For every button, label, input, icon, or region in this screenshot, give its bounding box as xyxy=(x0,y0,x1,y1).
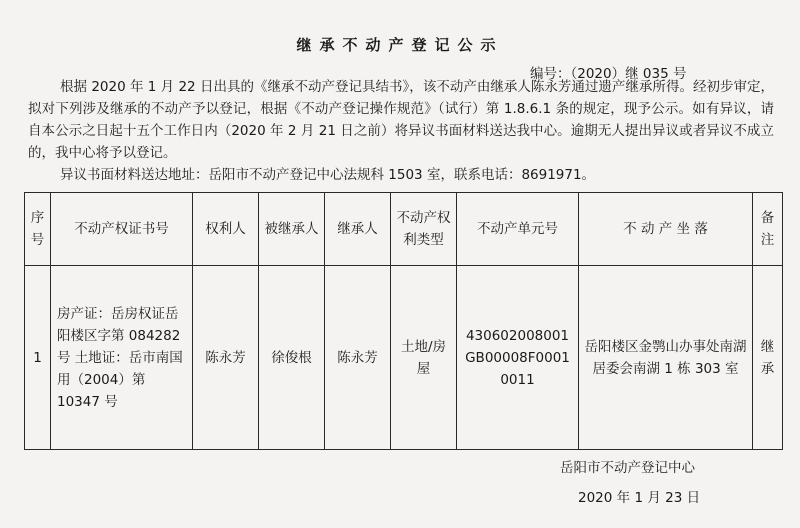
header-unit-no: 不动产单元号 xyxy=(457,193,579,266)
header-seq: 序号 xyxy=(25,193,51,266)
document-number: 编号：（2020）继 035 号 xyxy=(530,66,687,82)
cell-seq: 1 xyxy=(25,266,51,450)
header-location: 不 动 产 坐 落 xyxy=(579,193,753,266)
notice-title: 继承不动产登记公示 xyxy=(296,36,504,54)
header-right-type: 不动产权利类型 xyxy=(391,193,457,266)
header-note: 备注 xyxy=(753,193,783,266)
property-table xyxy=(24,192,783,450)
header-decedent: 被继承人 xyxy=(259,193,325,266)
header-heir: 继承人 xyxy=(325,193,391,266)
cell-right-type: 土地/房屋 xyxy=(391,266,457,450)
header-cert: 不动产权证书号 xyxy=(51,193,193,266)
cell-decedent: 徐俊根 xyxy=(259,266,325,450)
cell-cert: 房产证：岳房权证岳阳楼区字第 084282 号 土地证：岳市南国用（2004）第 10347 号 xyxy=(51,266,193,450)
cell-unit-no: 430602008001GB00008F00010011 xyxy=(457,266,579,450)
issuing-organization: 岳阳市不动产登记中心 xyxy=(560,460,695,476)
cell-owner: 陈永芳 xyxy=(193,266,259,450)
cell-location: 岳阳楼区金鹗山办事处南湖居委会南湖 1 栋 303 室 xyxy=(579,266,753,450)
notice-paragraph: 根据 2020 年 1 月 22 日出具的《继承不动产登记具结书》，该不动产由继承人陈永芳通过遗产继承所得。经初步审定， 拟对下列涉及继承的不动产予以登记，根据《不动产登记操作规范》（试行）第 1.8.6.1 条的规定，现予公示。如有异议，请自本公示之日起十五个工作日内（2020 年 2 月 21 日之前）将异议书面材料送达我中心。逾期无人提出异议或者异议不成立的，我中心将予以登记。 xyxy=(28,79,774,161)
issue-date: 2020 年 1 月 23 日 xyxy=(578,490,701,506)
cell-heir: 陈永芳 xyxy=(325,266,391,450)
table-header-row xyxy=(25,193,783,266)
header-owner: 权利人 xyxy=(193,193,259,266)
cell-note: 继承 xyxy=(753,266,783,450)
table-row xyxy=(25,266,783,450)
objection-address: 异议书面材料送达地址：岳阳市不动产登记中心法规科 1503 室，联系电话：8691971。 xyxy=(60,167,596,183)
